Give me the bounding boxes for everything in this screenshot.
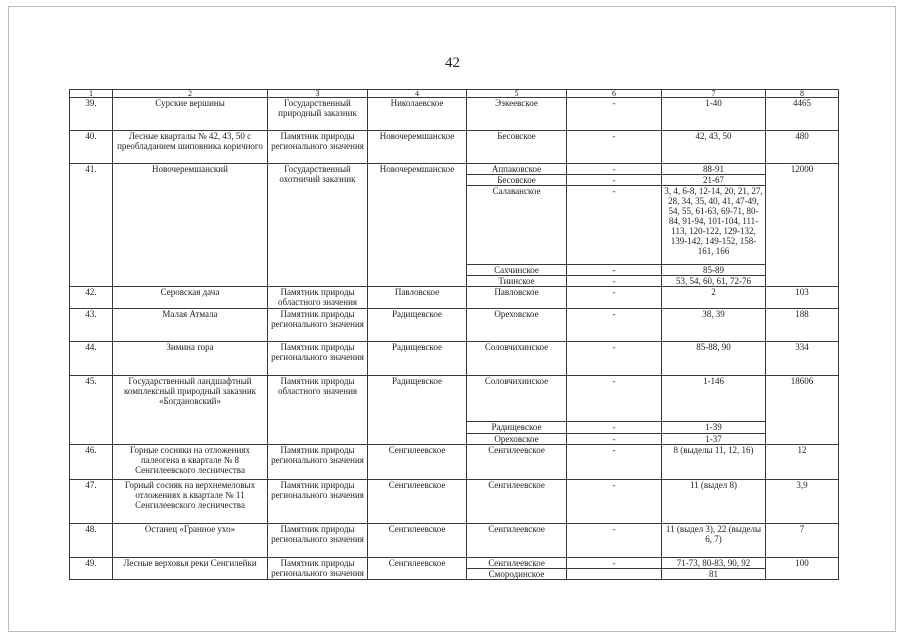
forest-quarters: 38, 39 — [662, 309, 766, 342]
forest-quarters: 1-40 — [662, 98, 766, 131]
header-row — [70, 90, 839, 98]
area-hectares: 188 — [766, 309, 839, 342]
row-number: 48. — [70, 524, 113, 558]
column-6-value — [567, 569, 662, 580]
forestry: Соловчихинское — [467, 342, 567, 376]
row-number: 45. — [70, 376, 113, 445]
forest-quarters: 85-89 — [662, 265, 766, 276]
column-6-value: - — [567, 276, 662, 287]
row-number: 43. — [70, 309, 113, 342]
area-hectares: 12000 — [766, 164, 839, 287]
forest-quarters: 1-146 — [662, 376, 766, 422]
area-category: Государственный охотничий заказник — [268, 164, 368, 287]
row-number: 47. — [70, 480, 113, 524]
area-name: Государственный ландшафтный комплексный природный заказник «Богдановский» — [113, 376, 268, 445]
column-6-value: - — [567, 434, 662, 445]
column-6-value: - — [567, 445, 662, 480]
table-row — [70, 480, 839, 524]
protected-areas-table — [69, 89, 839, 580]
column-6-value: - — [567, 265, 662, 276]
table-row — [70, 342, 839, 376]
area-hectares: 334 — [766, 342, 839, 376]
district: Сенгилеевское — [368, 480, 467, 524]
district: Сенгилеевское — [368, 445, 467, 480]
area-category: Памятник природы областного значения — [268, 376, 368, 445]
district: Новочеремшанское — [368, 164, 467, 287]
forest-quarters: 81 — [662, 569, 766, 580]
area-category: Государственный природный заказник — [268, 98, 368, 131]
district: Радищевское — [368, 342, 467, 376]
area-hectares: 480 — [766, 131, 839, 164]
area-hectares: 100 — [766, 558, 839, 580]
area-category: Памятник природы регионального значения — [268, 445, 368, 480]
column-6-value: - — [567, 175, 662, 186]
column-6-value: - — [567, 309, 662, 342]
area-hectares: 18606 — [766, 376, 839, 445]
forestry: Ореховское — [467, 434, 567, 445]
forest-quarters: 1-37 — [662, 434, 766, 445]
column-6-value: - — [567, 422, 662, 434]
district: Новочеремшанское — [368, 131, 467, 164]
forestry: Аппаковское — [467, 164, 567, 175]
forestry: Ээкеевское — [467, 98, 567, 131]
column-6-value: - — [567, 186, 662, 265]
area-name: Сурские вершины — [113, 98, 268, 131]
area-name: Лесные кварталы № 42, 43, 50 с преобладанием шиповника коричного — [113, 131, 268, 164]
forest-quarters: 11 (выдел 8) — [662, 480, 766, 524]
forest-quarters: 1-39 — [662, 422, 766, 434]
column-6-value: - — [567, 558, 662, 569]
area-category: Памятник природы регионального значения — [268, 309, 368, 342]
row-number: 40. — [70, 131, 113, 164]
area-hectares: 4465 — [766, 98, 839, 131]
forest-quarters: 8 (выделы 11, 12, 16) — [662, 445, 766, 480]
row-number: 39. — [70, 98, 113, 131]
column-header: 3 — [268, 90, 368, 98]
column-6-value: - — [567, 342, 662, 376]
area-name: Серовская дача — [113, 287, 268, 309]
column-header: 2 — [113, 90, 268, 98]
forestry: Бесовское — [467, 175, 567, 186]
table-row — [70, 376, 839, 422]
district: Сенгилеевское — [368, 524, 467, 558]
forest-quarters: 11 (выдел 3), 22 (выделы 6, 7) — [662, 524, 766, 558]
forest-quarters: 85-88, 90 — [662, 342, 766, 376]
forestry: Сенгилеевское — [467, 480, 567, 524]
table-row — [70, 524, 839, 558]
column-6-value: - — [567, 98, 662, 131]
row-number: 41. — [70, 164, 113, 287]
row-number: 49. — [70, 558, 113, 580]
forestry: Радищевское — [467, 422, 567, 434]
column-6-value: - — [567, 480, 662, 524]
row-number: 42. — [70, 287, 113, 309]
column-6-value: - — [567, 164, 662, 175]
district: Николаевское — [368, 98, 467, 131]
forest-quarters: 88-91 — [662, 164, 766, 175]
table-row — [70, 287, 839, 309]
column-6-value: - — [567, 524, 662, 558]
forest-quarters: 53, 54, 60, 61, 72-76 — [662, 276, 766, 287]
district: Павловское — [368, 287, 467, 309]
forestry: Сенгилеевское — [467, 445, 567, 480]
forest-quarters: 21-67 — [662, 175, 766, 186]
forest-quarters: 42, 43, 50 — [662, 131, 766, 164]
area-name: Горный сосняк на верхнемеловых отложениях в квартале № 11 Сенгилеевского лесничества — [113, 480, 268, 524]
table-row — [70, 445, 839, 480]
column-header: 5 — [467, 90, 567, 98]
table-row — [70, 164, 839, 175]
forestry: Сахчинское — [467, 265, 567, 276]
area-name: Горные сосняки на отложениях палеогена в квартале № 8 Сенгилеевского лесничества — [113, 445, 268, 480]
forestry: Бесовское — [467, 131, 567, 164]
area-name: Останец «Гранное ухо» — [113, 524, 268, 558]
column-6-value: - — [567, 376, 662, 422]
column-header: 6 — [567, 90, 662, 98]
forestry: Смородинское — [467, 569, 567, 580]
area-name: Зимина гора — [113, 342, 268, 376]
area-name: Малая Атмала — [113, 309, 268, 342]
district: Сенгилеевское — [368, 558, 467, 580]
table-row — [70, 558, 839, 569]
area-hectares: 103 — [766, 287, 839, 309]
district: Радищевское — [368, 376, 467, 445]
forest-quarters: 3, 4, 6-8, 12-14, 20, 21, 27, 28, 34, 35, 40, 41, 47-49, 54, 55, 61-63, 69-71, 80-84, 91-94, 101-104, 111-113, 120-122, 129-132, 139-142, 149-152, 158-161, 166 — [662, 186, 766, 265]
area-hectares: 7 — [766, 524, 839, 558]
district: Радищевское — [368, 309, 467, 342]
page-number: 42 — [445, 55, 460, 71]
row-number: 44. — [70, 342, 113, 376]
forestry: Тиинское — [467, 276, 567, 287]
forestry: Ореховское — [467, 309, 567, 342]
area-hectares: 12 — [766, 445, 839, 480]
area-category: Памятник природы регионального значения — [268, 524, 368, 558]
area-category: Памятник природы регионального значения — [268, 131, 368, 164]
table-row — [70, 98, 839, 131]
table-row — [70, 131, 839, 164]
column-6-value: - — [567, 131, 662, 164]
column-6-value: - — [567, 287, 662, 309]
forest-quarters: 2 — [662, 287, 766, 309]
area-category: Памятник природы регионального значения — [268, 342, 368, 376]
forest-quarters: 71-73, 80-83, 90, 92 — [662, 558, 766, 569]
forestry: Соловчихинское — [467, 376, 567, 422]
row-number: 46. — [70, 445, 113, 480]
area-name: Новочеремшанский — [113, 164, 268, 287]
area-hectares: 3,9 — [766, 480, 839, 524]
column-header: 8 — [766, 90, 839, 98]
column-header: 7 — [662, 90, 766, 98]
table-row — [70, 309, 839, 342]
area-category: Памятник природы областного значения — [268, 287, 368, 309]
column-header: 1 — [70, 90, 113, 98]
area-category: Памятник природы регионального значения — [268, 480, 368, 524]
column-header: 4 — [368, 90, 467, 98]
area-category: Памятник природы регионального значения — [268, 558, 368, 580]
forestry: Павловское — [467, 287, 567, 309]
forestry: Сенгилеевское — [467, 558, 567, 569]
forestry: Сенгилеевское — [467, 524, 567, 558]
area-name: Лесные верховья реки Сенгилейки — [113, 558, 268, 580]
forestry: Салаванское — [467, 186, 567, 265]
